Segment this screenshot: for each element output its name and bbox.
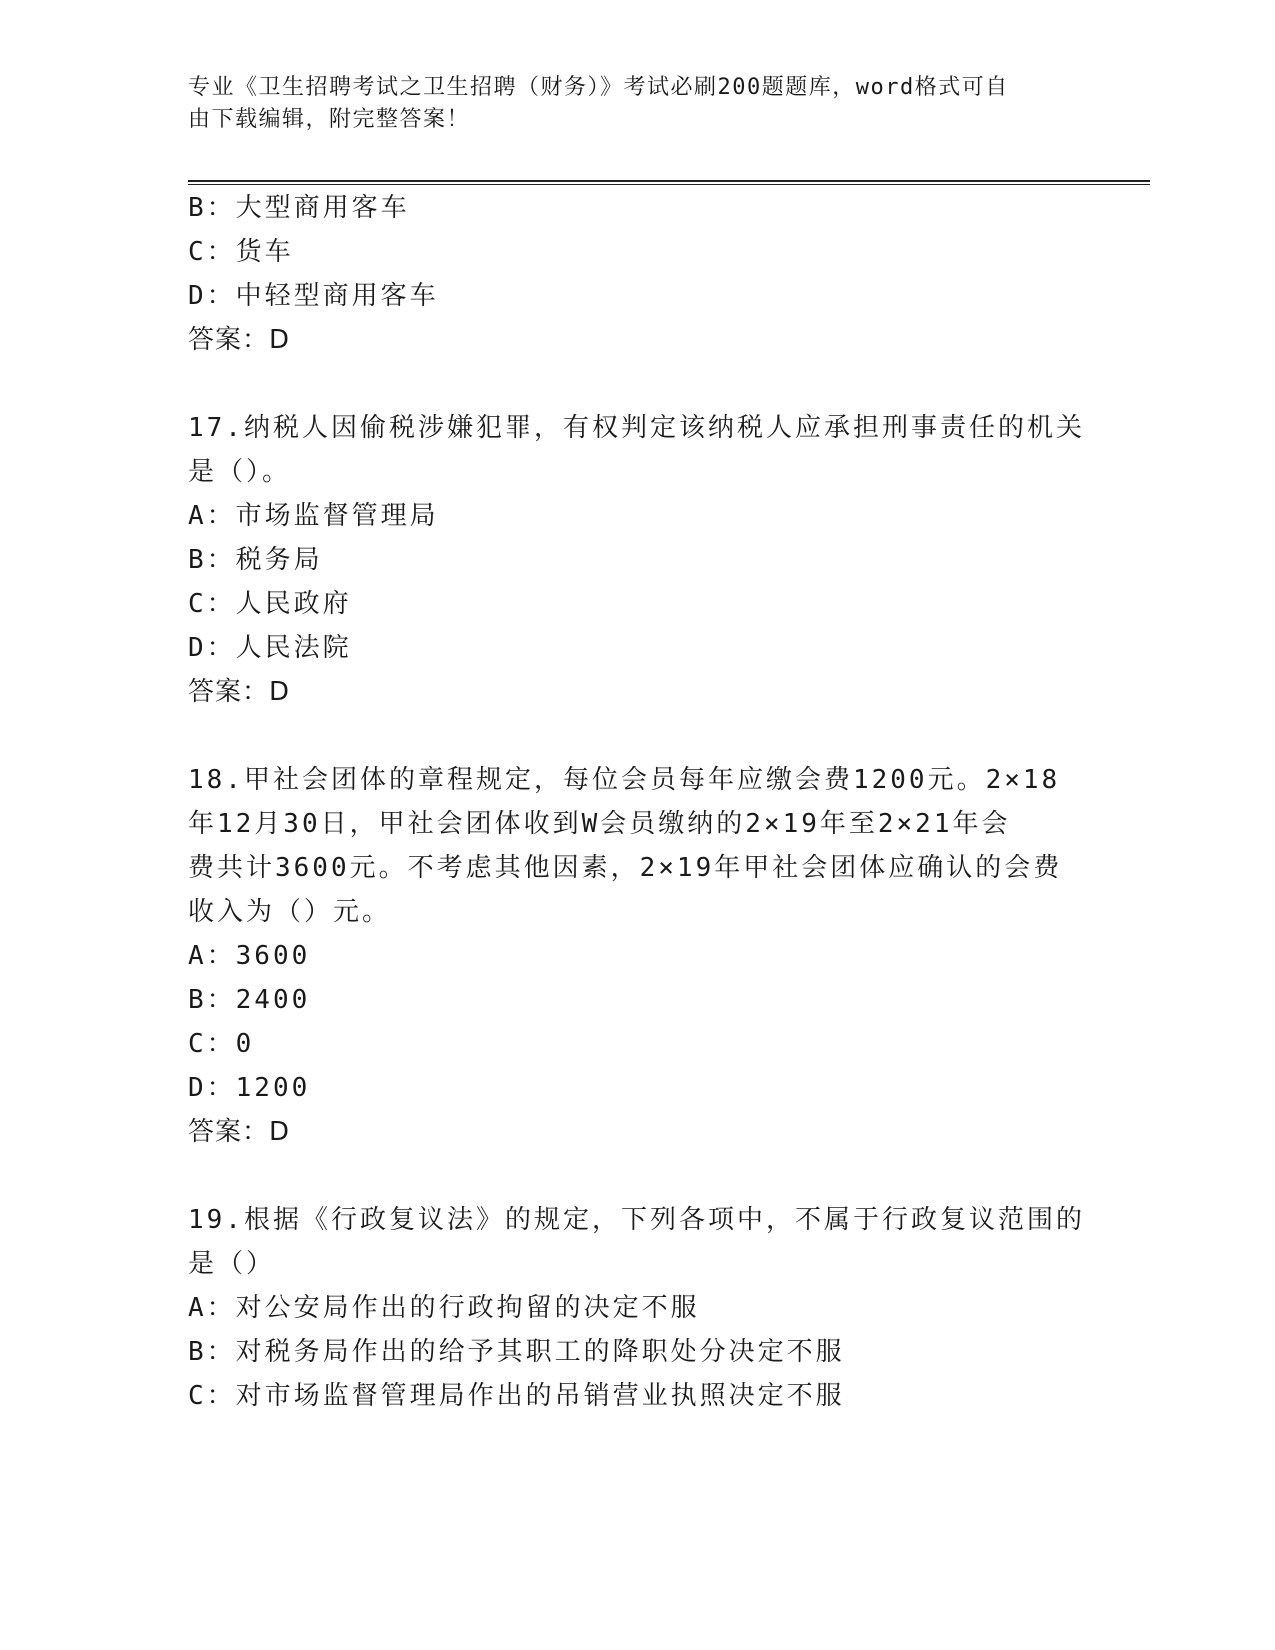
q18-stem-line-3: 费共计3600元。不考虑其他因素，2×19年甲社会团体应确认的会费 [188,853,1063,883]
q17-option-b: B：税务局 [188,545,323,575]
q17-stem-line-2: 是（）。 [188,457,292,487]
q19-option-b: B：对税务局作出的给予其职工的降职处分决定不服 [188,1337,845,1367]
q16-option-c: C：货车 [188,237,294,267]
header-line-2: 由下载编辑，附完整答案！ [188,107,471,132]
q19-option-c: C：对市场监督管理局作出的吊销营业执照决定不服 [188,1381,845,1411]
header-divider-thick [188,180,1150,182]
q19-option-a: A：对公安局作出的行政拘留的决定不服 [188,1293,700,1323]
header-line-1: 专业《卫生招聘考试之卫生招聘（财务）》考试必刷200题题库，word格式可自 [188,75,1009,100]
q16-answer: 答案：D [188,325,291,355]
q18-stem-line-1: 18.甲社会团体的章程规定，每位会员每年应缴会费1200元。2×18 [188,765,1061,795]
q18-stem-line-4: 收入为（）元。 [188,897,392,927]
q18-option-b: B：2400 [188,985,311,1015]
document-header [188,72,1068,136]
q18-answer: 答案：D [188,1117,291,1147]
q18-option-c: C：0 [188,1029,255,1059]
q17-stem-line-1: 17.纳税人因偷税涉嫌犯罪，有权判定该纳税人应承担刑事责任的机关 [188,413,1085,443]
q18-option-a: A：3600 [188,941,311,971]
q17-option-c: C：人民政府 [188,589,352,619]
q19-stem-line-2: 是（） [188,1249,276,1279]
q18-option-d: D：1200 [188,1073,311,1103]
q19-stem-line-1: 19.根据《行政复议法》的规定，下列各项中，不属于行政复议范围的 [188,1205,1085,1235]
q16-option-d: D：中轻型商用客车 [188,281,439,311]
q16-option-b: B：大型商用客车 [188,193,410,223]
q18-stem-line-2: 年12月30日，甲社会团体收到W会员缴纳的2×19年至2×21年会 [188,809,1011,839]
q17-answer: 答案：D [188,677,291,707]
q17-option-d: D：人民法院 [188,633,352,663]
q17-option-a: A：市场监督管理局 [188,501,439,531]
